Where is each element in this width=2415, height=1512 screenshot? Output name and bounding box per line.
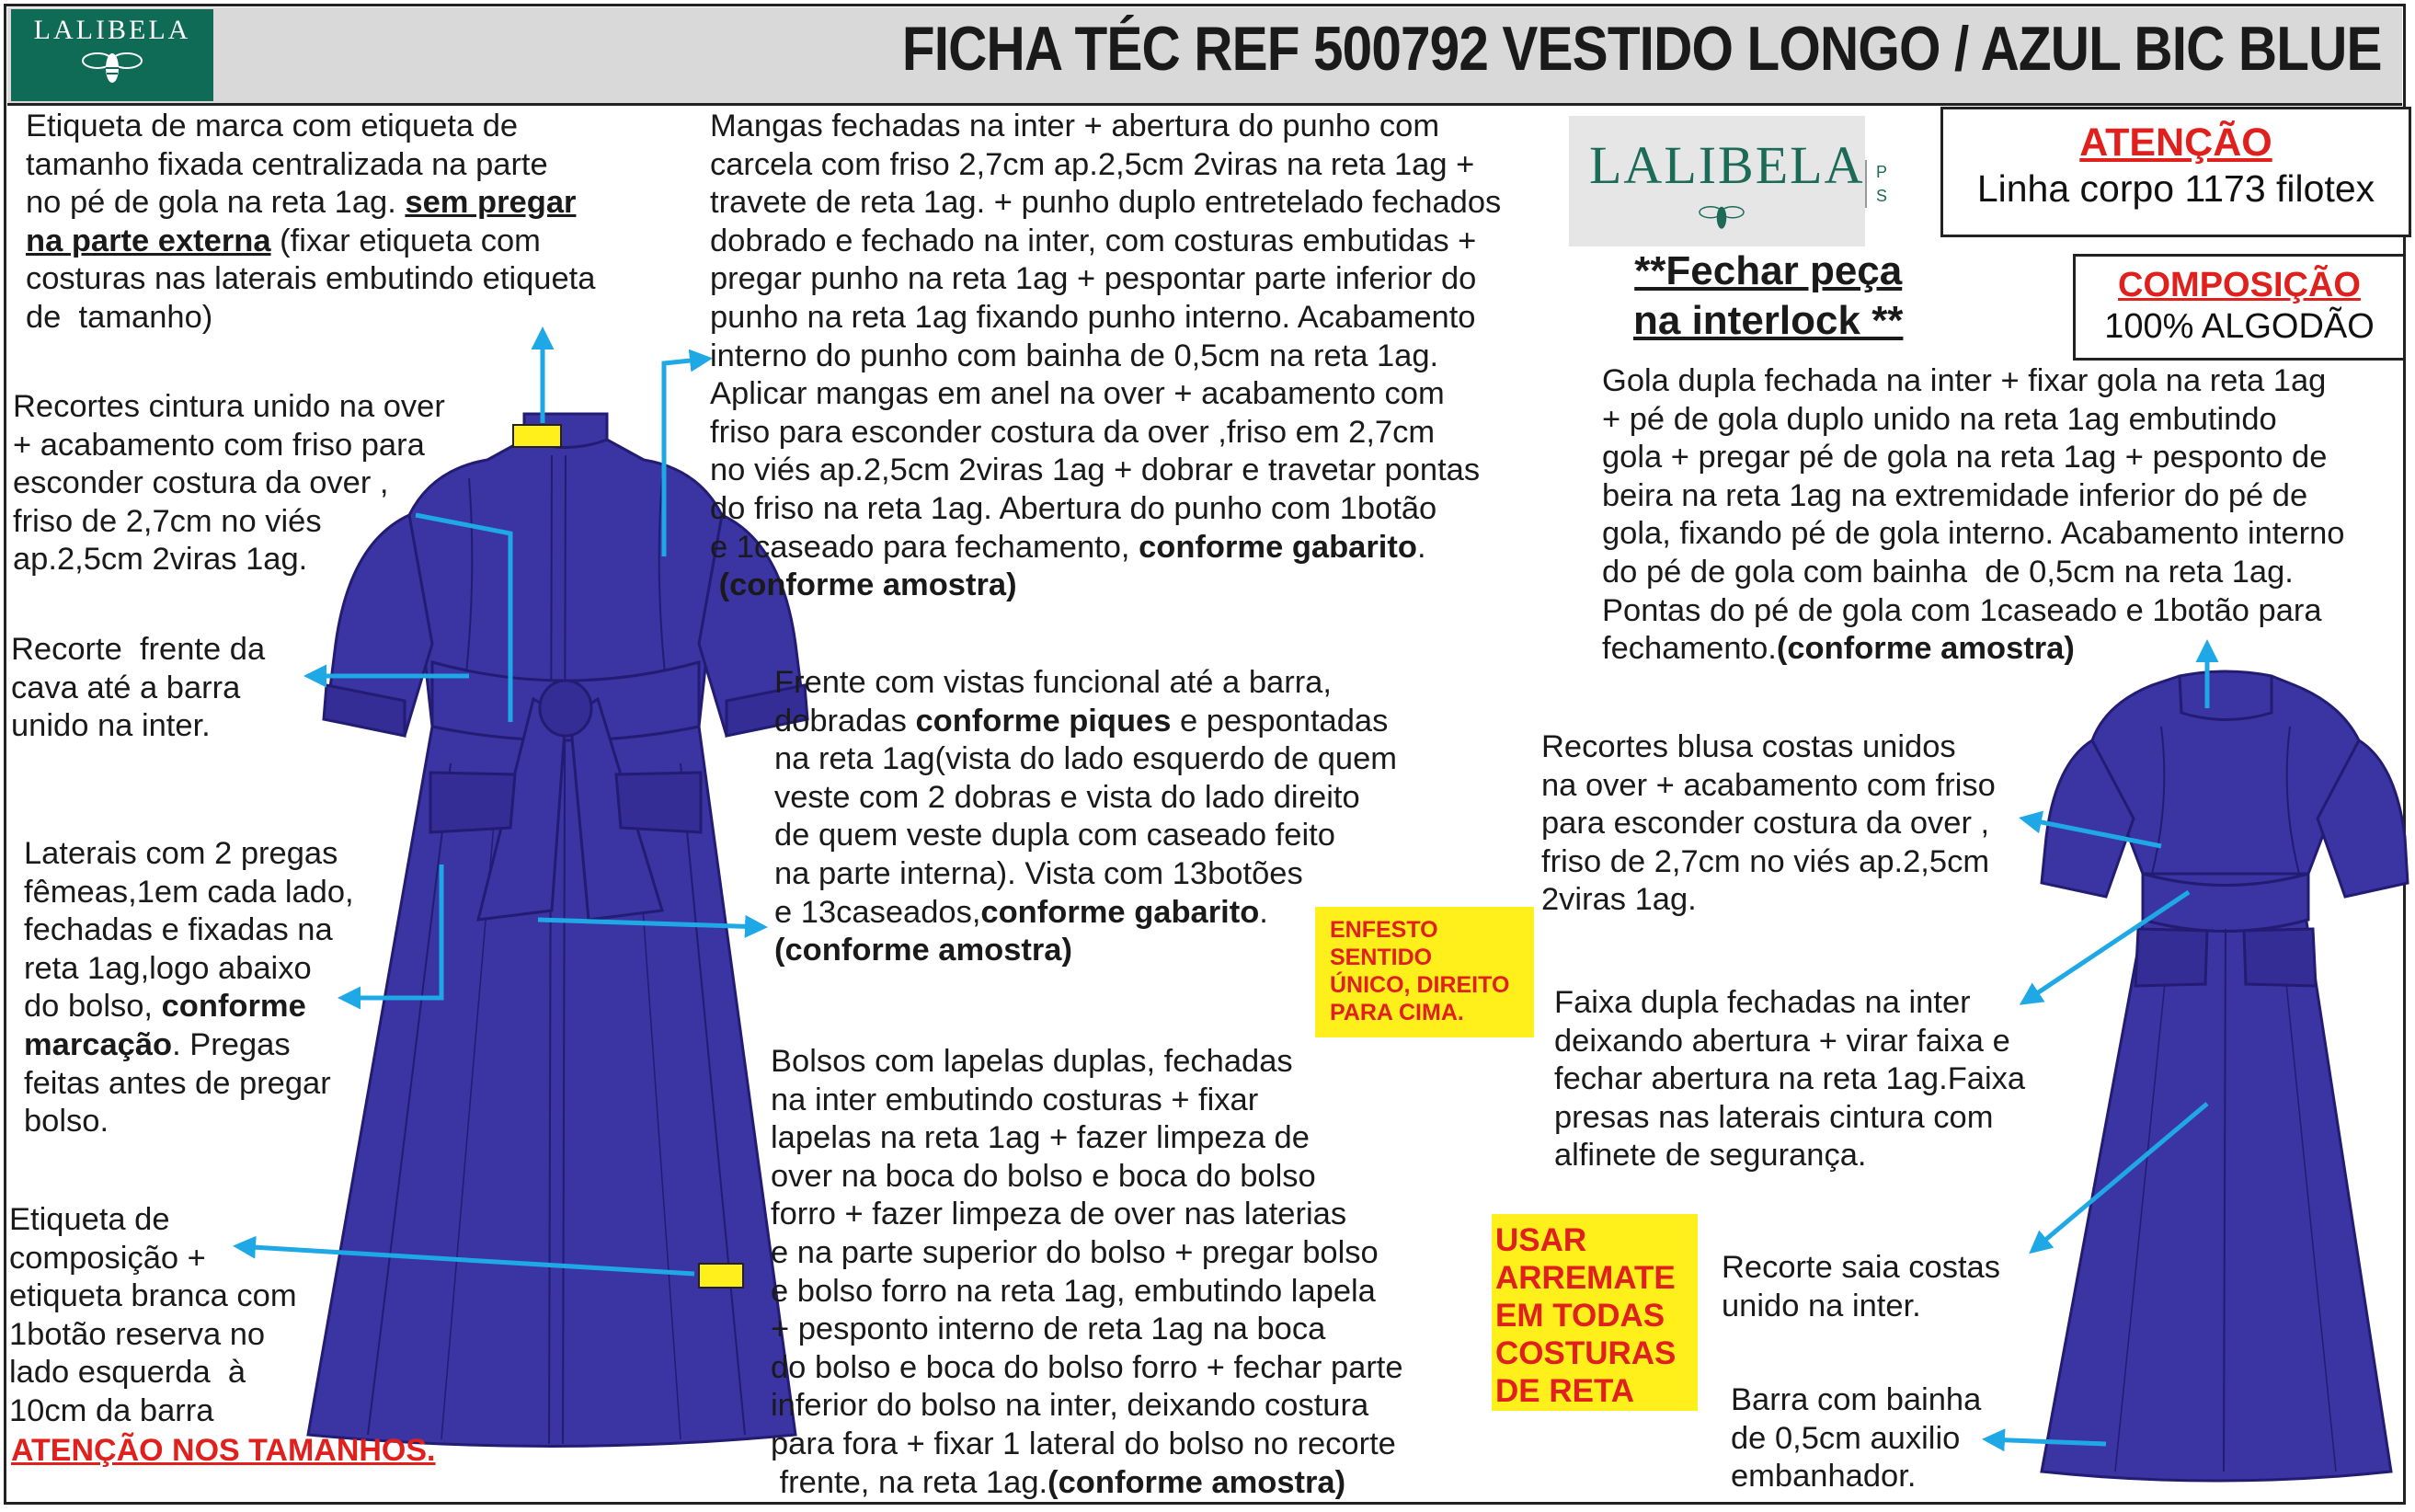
note-back-blouse: Recortes blusa costas unidos na over + acabamento com friso para esconder costura da over , friso de 2,7cm no viés ap.2,5cm 2viras 1ag. <box>1541 729 1996 918</box>
note-collar: Gola dupla fechada na inter + fixar gola na reta 1ag + pé de gola duplo unido na reta 1ag embutindo gola + pregar pé de gola na reta 1ag + pesponto de beira na reta 1ag na extremidade inferior do pé de gola, fixando pé de gola interno. Acabamento interno do pé de gola com bainha de 0,5cm na reta 1ag. Pontas do pé de gola com 1caseado e 1botão para fechamento.(conforme amostra) <box>1602 363 2345 667</box>
brand-label-marker <box>513 425 561 447</box>
composition-box: COMPOSIÇÃO 100% ALGODÃO <box>2073 254 2406 361</box>
brand-name: LALIBELA <box>33 15 191 45</box>
note-front-cut: Recorte frente da cava até a barra unido na inter. <box>11 632 266 744</box>
note-pockets: Bolsos com lapelas duplas, fechadas na inter embutindo costuras + fixar lapelas na reta 1ag + fazer limpeza de over na boca do bolso e boca do bolso forro + fazer limpeza de over nas laterias e na parte superior do bolso + pregar bolso e bolso forro na reta 1ag, embutindo lapela + pesponto interno de reta 1ag na boca do bolso e boca do bolso forro + fechar parte inferior do bolso na inter, deixando costura para fora + fixar 1 lateral do bolso no recorte frente, na reta 1ag.(conforme amostra) <box>771 1044 1403 1500</box>
sizes-warning: ATENÇÃO NOS TAMANHOS. <box>11 1433 436 1468</box>
note-composition-label: Etiqueta de composição + etiqueta branca com 1botão reserva no lado esquerda à 10cm da barra <box>9 1202 297 1428</box>
note-front-placket: Frente com vistas funcional até a barra, dobradas conforme piques e pespontadas na reta 1ag(vista do lado esquerdo de quem veste com 2 dobras e vista do lado direito de quem veste dupla com caseado feito na parte interna). Vista com 13botões e 13caseados,conforme gabarito. (conforme amostra) <box>774 665 1398 968</box>
close-interlock-note: **Fechar peça na interlock ** <box>1633 248 1904 343</box>
attention-box: ATENÇÃO Linha corpo 1173 filotex <box>1940 107 2411 237</box>
note-back-skirt: Recorte saia costas unido na inter. <box>1722 1250 2000 1323</box>
bee-icon <box>1694 199 1749 235</box>
spread-direction-tag: ENFESTO SENTIDO ÚNICO, DIREITO PARA CIMA. <box>1315 907 1534 1037</box>
page-title: FICHA TÉC REF 500792 VESTIDO LONGO / AZUL BIC BLUE <box>902 14 2382 84</box>
note-waist-seam: Recortes cintura unido na over + acabamento com friso para esconder costura da over , friso de 2,7cm no viés ap.2,5cm 2viras 1ag. <box>13 389 445 578</box>
note-hem: Barra com bainha de 0,5cm auxilio embanhador. <box>1731 1382 1982 1495</box>
note-sash: Faixa dupla fechadas na inter deixando abertura + virar faixa e fechar abertura na reta 1ag.Faixa presas nas laterais cintura com alfinete de segurança. <box>1554 985 2026 1174</box>
use-backstitch-tag: USAR ARREMATE EM TODAS COSTURAS DE RETA <box>1492 1214 1698 1411</box>
note-side-pleats: Laterais com 2 pregas fêmeas,1em cada lado, fechadas e fixadas na reta 1ag,logo abaixo do bolso, conforme marcação. Pregas feitas antes de pregar bolso. <box>24 836 354 1140</box>
back-dress-illustration <box>2042 671 2408 1481</box>
note-sleeves: Mangas fechadas na inter + abertura do punho com carcela com friso 2,7cm ap.2,5cm 2viras na reta 1ag + travete de reta 1ag. + punho duplo entretelado fechados dobrado e fechado na inter, com costuras embutidas + pregar punho na reta 1ag + pespontar parte inferior do punho na reta 1ag fixando punho interno. Acabamento interno do punho com bainha de 0,5cm na reta 1ag. Aplicar mangas em anel na over + acabamento com friso para esconder costura da over ,friso em 2,7cm no viés ap.2,5cm 2viras 1ag + dobrar e travetar pontas do friso na reta 1ag. Abertura do punho com 1botão e 1caseado para fechamento, conforme gabarito. (conforme amostra) <box>710 109 1502 603</box>
brand-logo-box <box>1569 116 1865 246</box>
note-brand-label: Etiqueta de marca com etiqueta de tamanho fixada centralizada na parte no pé de gola na reta 1ag. sem pregar na parte externa (fixar etiqueta com costuras nas laterais embutindo etiqueta de tamanho) <box>26 109 596 335</box>
composition-label-marker <box>699 1264 743 1288</box>
ps-mark: P S <box>1865 160 1893 208</box>
brand-logo-word: LALIBELA <box>1589 135 1865 195</box>
